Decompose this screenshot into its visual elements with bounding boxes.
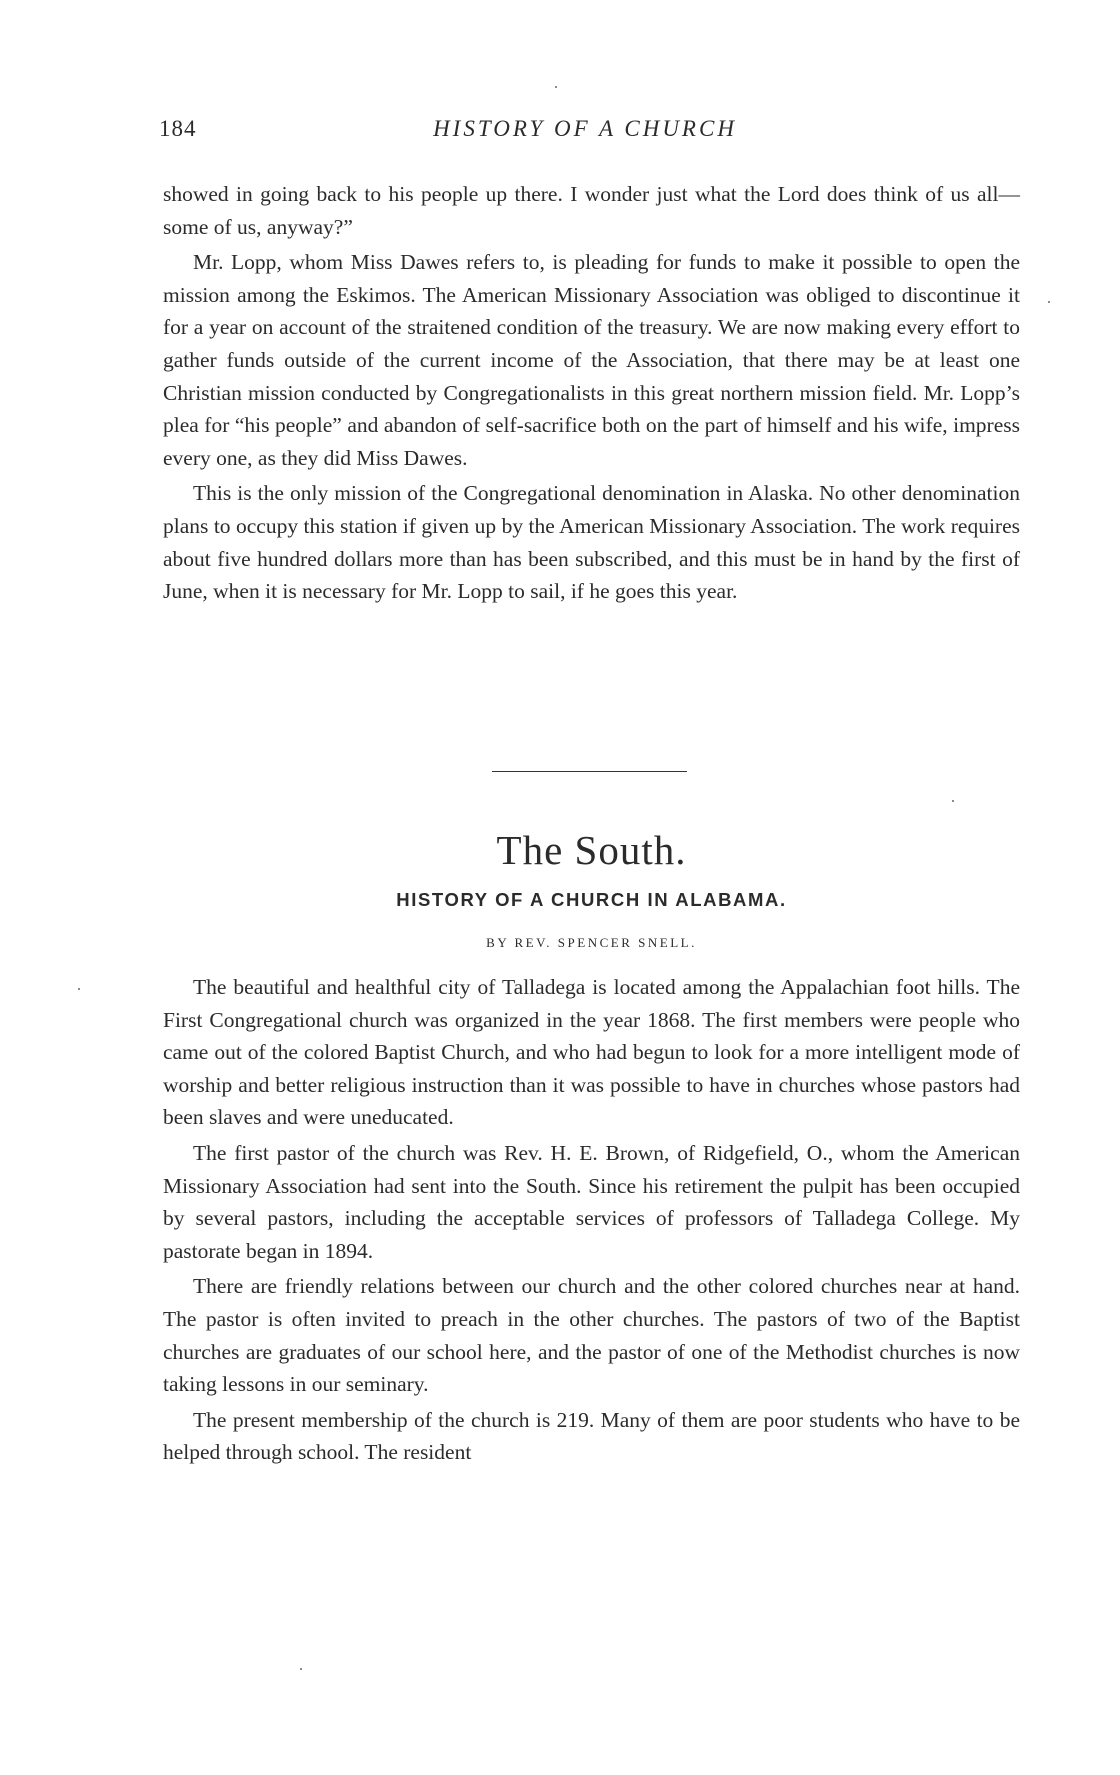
scan-speck	[1048, 301, 1050, 303]
paragraph: Mr. Lopp, whom Miss Dawes refers to, is pleading for funds to make it possible to open the mission among the Eskimos. The American Missionary Association was obliged to discontinue it for a year on account of the straitened condition of the treasury. We are now making every effort to gather funds outside of the current income of the Association, that there may be at least one Christian mission conducted by Congregationalists in this great northern mission field. Mr. Lopp’s plea for “his people” and abandon of self-sacrifice both on the part of himself and his wife, impress every one, as they did Miss Dawes.	[163, 250, 1020, 470]
section-divider	[492, 771, 687, 772]
paragraph: There are friendly relations between our church and the other colored churches near at hand. The pastor is often invited to preach in the other churches. The pastors of two of the Baptist churches are graduates of our school here, and the pastor of one of the Methodist churches is now taking lessons in our seminary.	[163, 1274, 1020, 1397]
scan-speck	[555, 86, 557, 88]
page-header	[155, 116, 1015, 150]
article-title: HISTORY OF A CHURCH IN ALABAMA.	[396, 889, 787, 910]
scan-speck	[300, 1668, 302, 1670]
paragraph: The beautiful and healthful city of Talladega is located among the Appalachian foot hills. The First Congregational church was organized in the year 1868. The first members were people who came out of the colored Baptist Church, and who had begun to look for a more intelligent mode of worship and better religious instruction than it was possible to have in churches whose pastors had been slaves and were uneducated.	[163, 975, 1020, 1130]
scan-speck	[78, 988, 80, 990]
article-body	[163, 971, 1020, 1469]
byline: BY REV. SPENCER SNELL.	[486, 935, 697, 950]
paragraph: The present membership of the church is 219. Many of them are poor students who have to be helped through school. The resident	[163, 1407, 1020, 1465]
paragraph: The first pastor of the church was Rev. H. E. Brown, of Ridgefield, O., whom the American Missionary Association had sent into the South. Since his retirement the pulpit has been occupied by several pastors, including the acceptable services of professors of Talladega College. My pastorate began in 1894.	[163, 1140, 1020, 1263]
continued-text	[163, 178, 1020, 608]
running-head: HISTORY OF A CHURCH	[433, 116, 737, 141]
page-number: 184	[159, 116, 197, 141]
scan-speck	[952, 800, 954, 802]
paragraph: showed in going back to his people up there. I wonder just what the Lord does think of us all—some of us, anyway?”	[163, 182, 1020, 239]
section-title: The South.	[496, 827, 687, 873]
paragraph: This is the only mission of the Congregational denomination in Alaska. No other denomination plans to occupy this station if given up by the American Missionary Association. The work requires about five hundred dollars more than has been subscribed, and this must be in hand by the first of June, when it is necessary for Mr. Lopp to sail, if he goes this year.	[163, 481, 1020, 604]
